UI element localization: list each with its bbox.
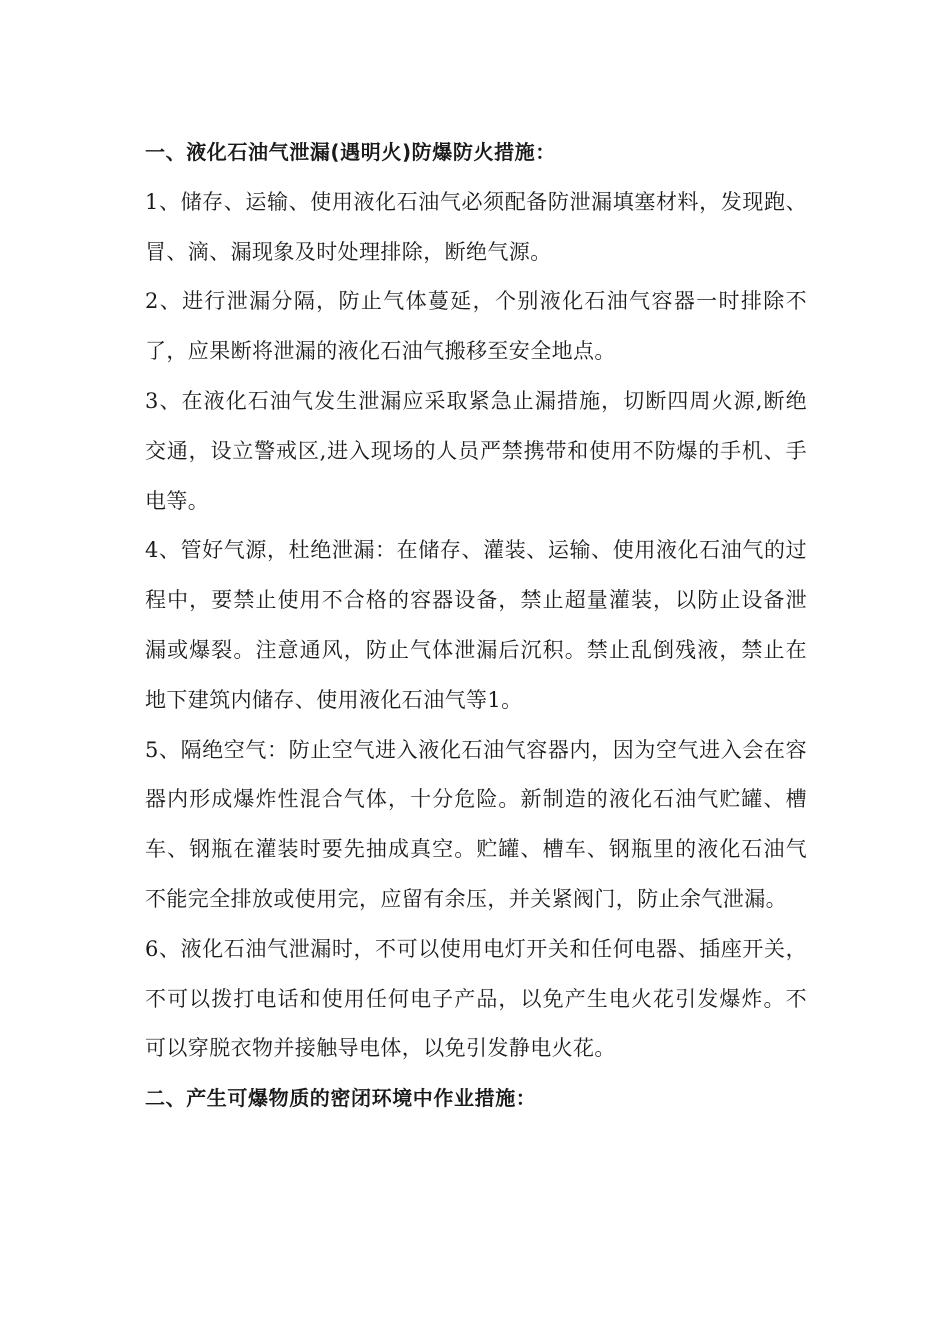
section-heading-2: 二、产生可爆物质的密闭环境中作业措施： bbox=[145, 1086, 537, 1111]
list-item-6: 6、液化石油气泄漏时，不可以使用电灯开关和任何电器、插座开关，不可以拨打电话和使用任何电子产品，以免产生电火花引发爆炸。不可以穿脱衣物并接触导电体，以免引发静电火花。 bbox=[145, 936, 807, 1061]
list-item-4: 4、管好气源，杜绝泄漏：在储存、灌装、运输、使用液化石油气的过程中，要禁止使用不合格的容器设备，禁止超量灌装，以防止设备泄漏或爆裂。注意通风，防止气体泄漏后沉积。禁止乱倒残液，禁止在地下建筑内储存、使用液化石油气等1。 bbox=[145, 538, 807, 712]
list-item-2: 2、进行泄漏分隔，防止气体蔓延，个别液化石油气容器一时排除不了，应果断将泄漏的液化石油气搬移至安全地点。 bbox=[145, 289, 807, 364]
section-heading-1: 一、液化石油气泄漏(遇明火)防爆防火措施： bbox=[145, 140, 556, 164]
list-item-1: 1、储存、运输、使用液化石油气必须配备防泄漏填塞材料，发现跑、冒、滴、漏现象及时处理排除，断绝气源。 bbox=[145, 189, 807, 264]
list-item-3: 3、在液化石油气发生泄漏应采取紧急止漏措施，切断四周火源,断绝交通，设立警戒区,进入现场的人员严禁携带和使用不防爆的手机、手电等。 bbox=[145, 388, 807, 513]
document-body bbox=[145, 128, 807, 1124]
list-item-5: 5、隔绝空气：防止空气进入液化石油气容器内，因为空气进入会在容器内形成爆炸性混合气体，十分危险。新制造的液化石油气贮罐、槽车、钢瓶在灌装时要先抽成真空。贮罐、槽车、钢瓶里的液化石油气不能完全排放或使用完，应留有余压，并关紧阀门，防止余气泄漏。 bbox=[145, 737, 807, 911]
